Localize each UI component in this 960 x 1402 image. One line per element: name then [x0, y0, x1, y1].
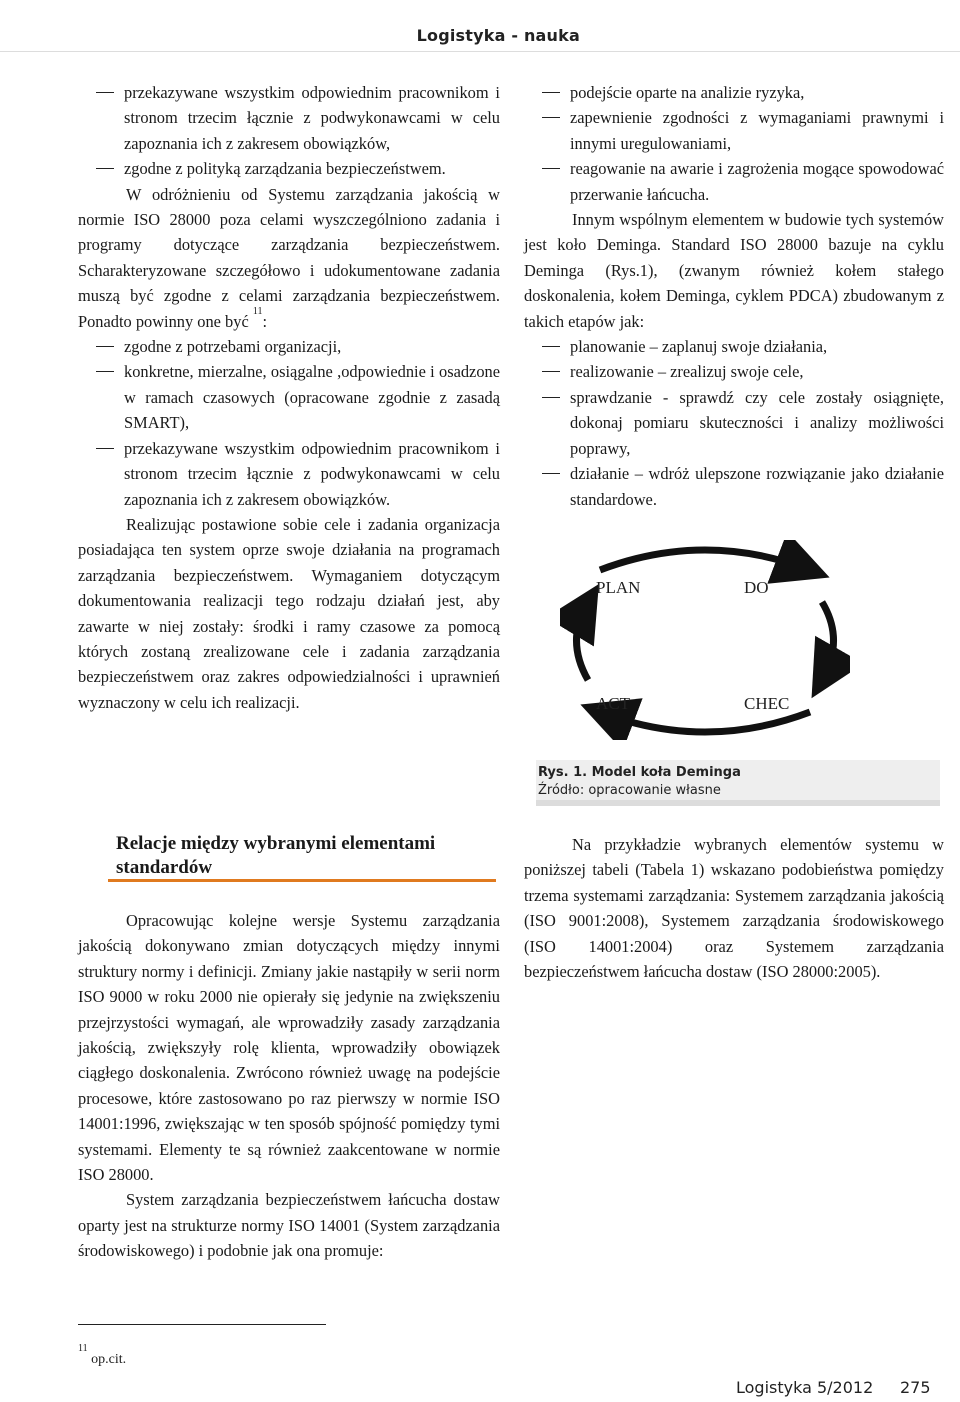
footnote-rule: [78, 1324, 326, 1325]
right-column-bottom: [524, 832, 944, 984]
label-plan: PLAN: [596, 578, 641, 597]
list-item: podejście oparte na analizie ryzyka,: [524, 80, 944, 105]
list-item: zgodne z polityką zarządzania bezpieczeństwem.: [78, 156, 500, 181]
header-title: Logistyka - nauka: [416, 26, 580, 45]
left-column-top: [78, 80, 500, 715]
section-rule: [108, 879, 496, 882]
paragraph: Na przykładzie wybranych elementów systemu w poniższej tabeli (Tabela 1) wskazano podobieństwa pomiędzy trzema systemami zarządzania: Systemem zarządzania jakością (ISO 9001:2008), Systemem zarządzania środowiskowego (ISO 14001:2004) oraz Systemem zarządzania bezpieczeństwem łańcucha dostaw (ISO 28000:2005).: [524, 835, 944, 982]
list-item: zgodne z potrzebami organizacji,: [78, 334, 500, 359]
right-column-top: [524, 80, 944, 512]
arrow-act-to-plan: [577, 602, 589, 680]
label-check: CHEC: [744, 694, 790, 713]
list-item: przekazywane wszystkim odpowiednim pracownikom i stronom trzecim łącznie z podwykonawcami w celu zapoznania ich z zakresem obowiązków.: [78, 436, 500, 512]
footnote: [78, 1343, 127, 1368]
arrow-check-to-act: [600, 712, 810, 732]
footnote-ref: 11: [252, 306, 263, 318]
paragraph: Realizując postawione sobie cele i zadania organizacja posiadająca ten system oprze swoje działania na programach zarządzania bezpieczeństwem. Wymaganiem dotyczącym dokumentowania realizacji tego rodzaju działań jest, aby zawarte w niej zostały: środki i ramy czasowe za pomocą których zostaną zrealizowane cele i zadania zarządzania bezpieczeństwem oraz zakres odpowiedzialności i uprawnień wyznaczony w celu ich realizacji.: [78, 514, 500, 712]
left-column-bottom: [78, 908, 500, 1264]
deming-cycle-diagram: [560, 540, 850, 740]
page-header: [0, 0, 960, 52]
paragraph: [78, 182, 500, 334]
label-act: ACT: [596, 694, 630, 713]
paragraph: Opracowując kolejne wersje Systemu zarządzania jakością dokonywano zmian dotyczących między innymi struktury normy i definicji. Zmiany jakie nastąpiły w serii norm ISO 9000 w roku 2000 nie opierały się jedynie na zwiększeniu przejrzystości wymagań, ale wprowadziły zasady zarządzania jakością, zwiększyły rolę klienta, wprowadziły obowiązek ciągłego doskonalenia. Zwrócono również uwagę na podejście procesowe, które zastosowano po raz pierwszy w normie ISO 14001:1996, zwiększając w ten sposób spójność pomiędzy tymi systemami. Elementy te są również zaakcentowane w normie ISO 28000.: [78, 911, 500, 1185]
list-item: sprawdzanie - sprawdź czy cele zostały osiągnięte, dokonaj pomiaru skuteczności i analizy możliwości poprawy,: [524, 385, 944, 461]
list-item: planowanie – zaplanuj swoje działania,: [524, 334, 944, 359]
list-item: konkretne, mierzalne, osiągalne ,odpowiednie i osadzone w ramach czasowych (opracowane zgodnie z zasadą SMART),: [78, 359, 500, 435]
paragraph-text: W odróżnieniu od Systemu zarządzania jakością w normie ISO 28000 poza celami wyszczególniono zadania i programy dotyczące zarządzania bezpieczeństwem. Scharakteryzowane szczegółowo i udokumentowane zadania muszą być zgodne z celami zarządzania bezpieczeństwem. Ponadto powinny one być: [78, 184, 500, 331]
paragraph: Innym wspólnym elementem w budowie tych systemów jest koło Deminga. Standard ISO 28000 bazuje na cyklu Deminga (Rys.1), (zwanym również kołem stałego doskonalenia, kołem Deminga, cyklem PDCA) zbudowanym z takich etapów jak:: [524, 210, 944, 331]
footnote-text: op.cit.: [91, 1352, 127, 1367]
caption-source: Źródło: opracowanie własne: [538, 783, 721, 798]
label-do: DO: [744, 578, 769, 597]
paragraph-tail: :: [262, 311, 268, 331]
caption-title: Rys. 1. Model koła Deminga: [538, 765, 741, 780]
page-number: 275: [900, 1378, 931, 1397]
figure-caption: [536, 760, 940, 806]
paragraph: System zarządzania bezpieczeństwem łańcucha dostaw oparty jest na strukturze normy ISO 14001 (System zarządzania środowiskowego) i podobnie jak ona promuje:: [78, 1190, 500, 1261]
list-item: zapewnienie zgodności z wymaganiami prawnymi i innymi uregulowaniami,: [524, 105, 944, 156]
arrow-do-to-check: [822, 602, 834, 680]
list-item: realizowanie – zrealizuj swoje cele,: [524, 359, 944, 384]
list-item: przekazywane wszystkim odpowiednim pracownikom i stronom trzecim łącznie z podwykonawcami w celu zapoznania ich z zakresem obowiązków,: [78, 80, 500, 156]
list-item: reagowanie na awarie i zagrożenia mogące spowodować przerwanie łańcucha.: [524, 156, 944, 207]
footer-brand: Logistyka 5/2012: [736, 1378, 874, 1397]
arrow-plan-to-do: [600, 550, 810, 570]
section-heading: Relacje między wybranymi elementami standardów: [116, 833, 436, 878]
list-item: działanie – wdróż ulepszone rozwiązanie jako działanie standardowe.: [524, 461, 944, 512]
footnote-number: 11: [78, 1343, 88, 1355]
